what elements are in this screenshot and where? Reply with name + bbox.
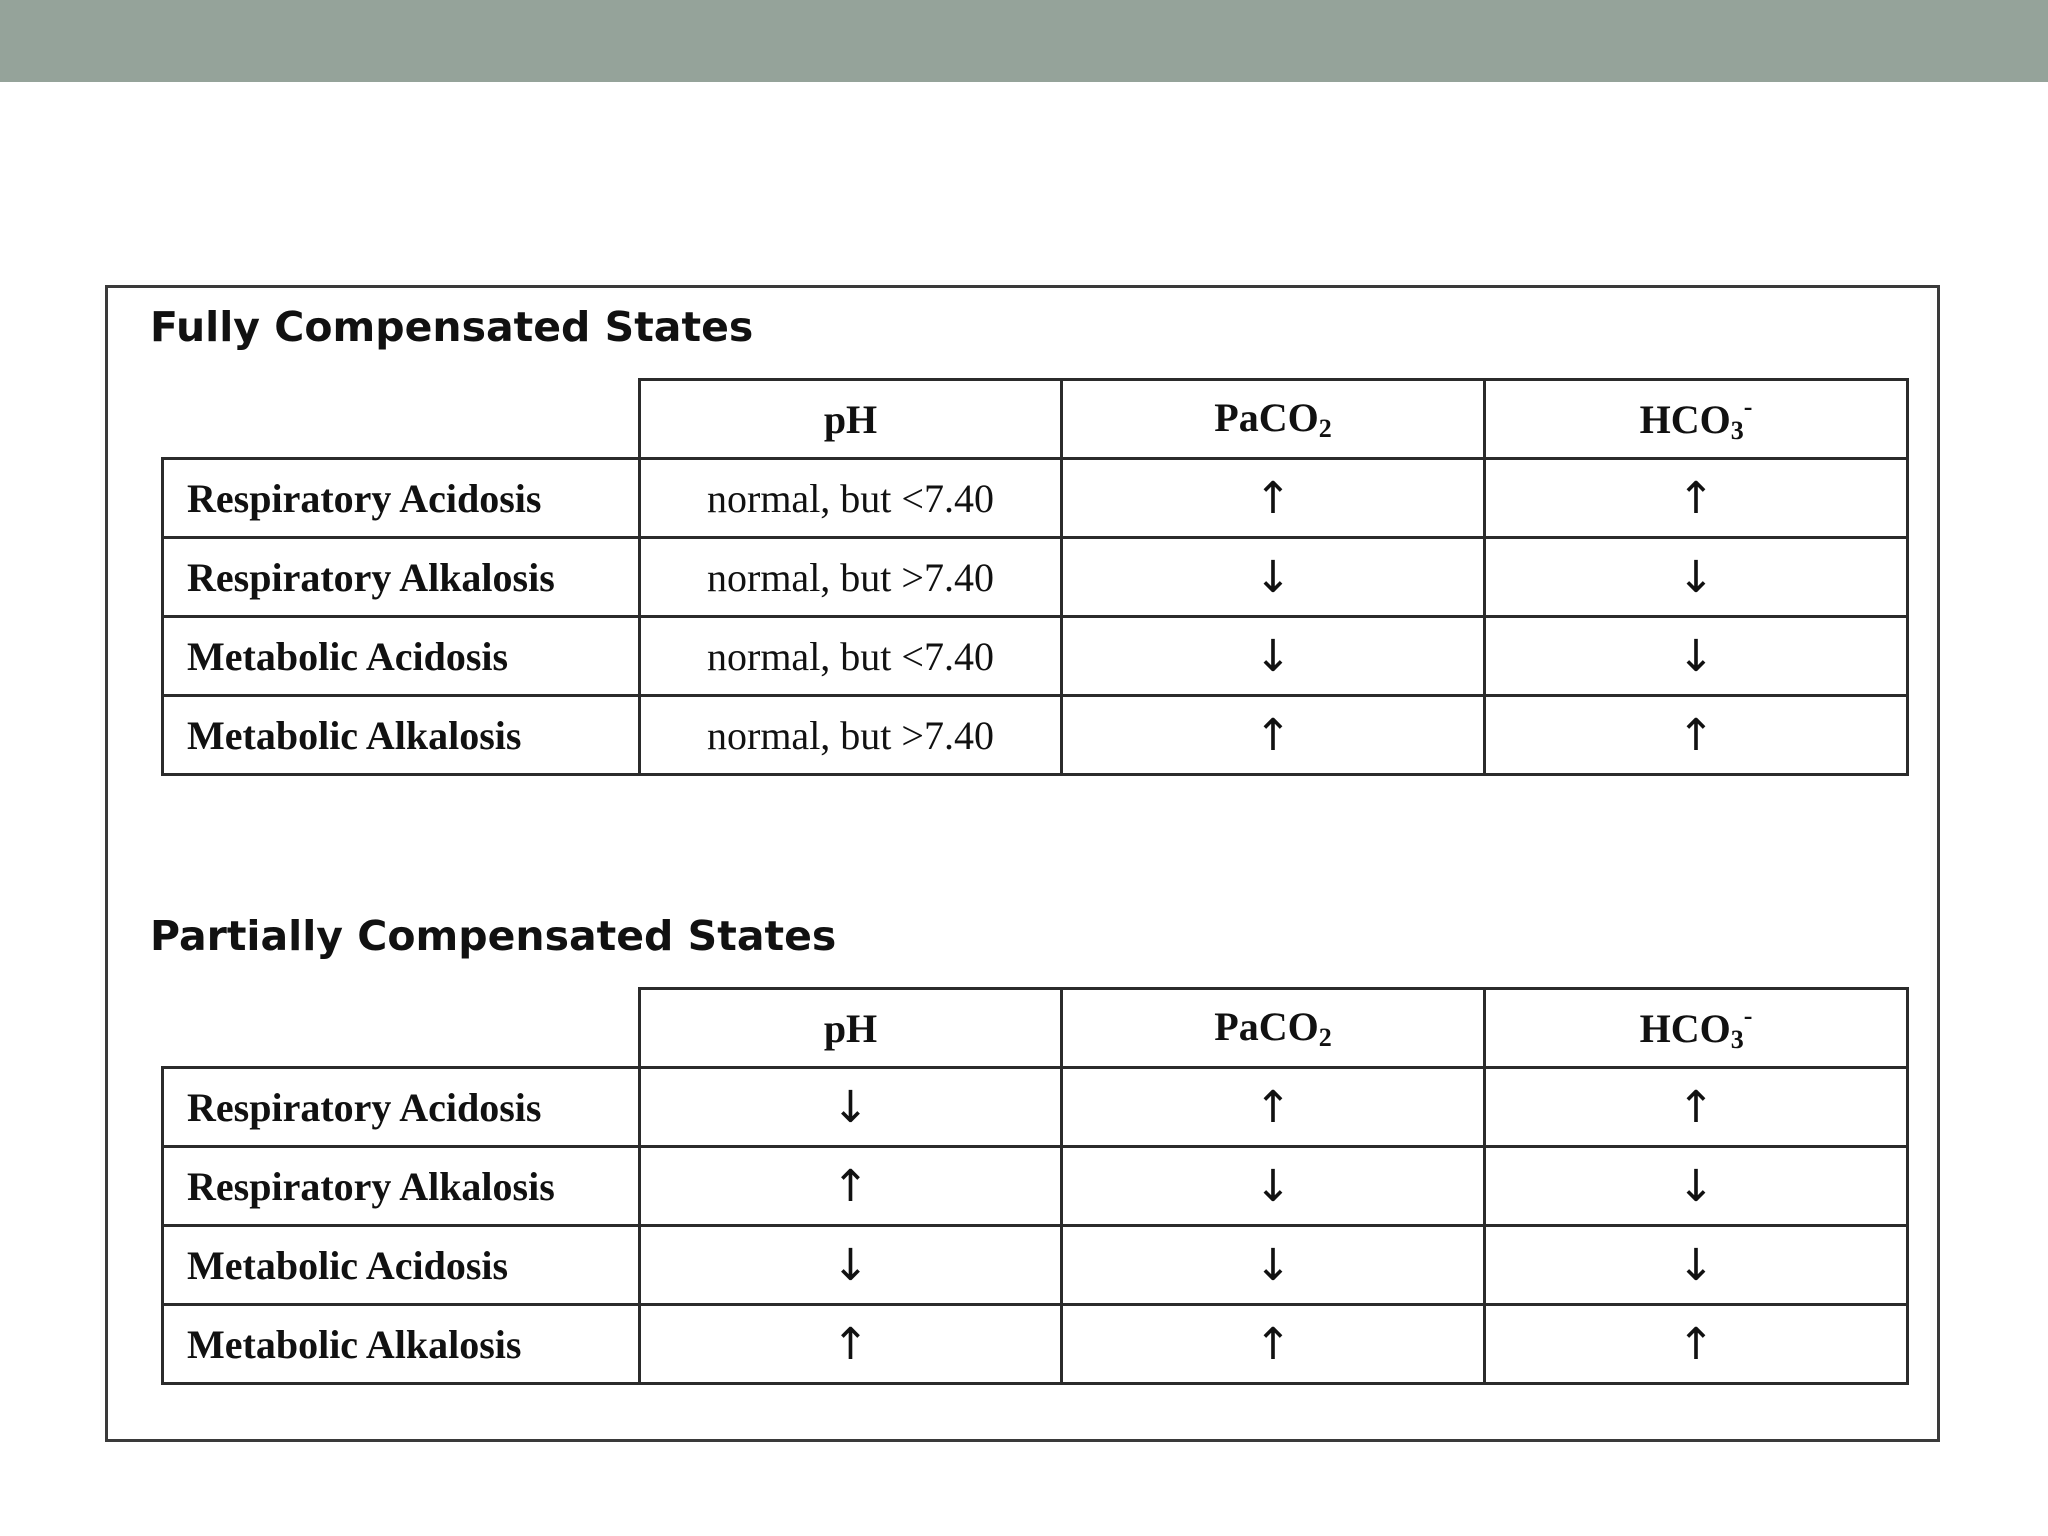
hco3-arrow-icon: ↓ [1485,538,1908,617]
table-row [163,617,1908,696]
hco3-arrow-icon: ↑ [1485,696,1908,775]
ph-arrow-icon: ↑ [640,1147,1062,1226]
table-row [163,459,1908,538]
header-hco3 [1485,380,1908,459]
ph-value: normal, but <7.40 [640,617,1062,696]
ph-arrow-icon: ↑ [640,1305,1062,1384]
state-label: Respiratory Acidosis [163,1068,640,1147]
paco2-arrow-icon: ↑ [1062,1305,1485,1384]
hco3-arrow-icon: ↓ [1485,617,1908,696]
header-hco3 [1485,989,1908,1068]
partially-compensated-title: Partially Compensated States [150,912,837,960]
ph-arrow-icon: ↓ [640,1068,1062,1147]
paco2-arrow-icon: ↓ [1062,1226,1485,1305]
table-row [163,1068,1908,1147]
header-ph: pH [640,380,1062,459]
header-ph: pH [640,989,1062,1068]
paco2-arrow-icon: ↑ [1062,459,1485,538]
header-blank-cell [163,380,640,459]
table-row [163,1226,1908,1305]
ph-value: normal, but >7.40 [640,696,1062,775]
hco3-superscript: - [1743,1001,1753,1030]
state-label: Metabolic Alkalosis [163,696,640,775]
hco3-base: HCO [1639,1006,1731,1051]
fully-compensated-table [161,378,1909,776]
hco3-arrow-icon: ↓ [1485,1226,1908,1305]
header-blank-cell [163,989,640,1068]
paco2-subscript: 2 [1318,1023,1332,1052]
ph-arrow-icon: ↓ [640,1226,1062,1305]
hco3-base: HCO [1639,397,1731,442]
state-label: Metabolic Alkalosis [163,1305,640,1384]
paco2-subscript: 2 [1318,414,1332,443]
paco2-arrow-icon: ↑ [1062,696,1485,775]
header-paco2 [1062,989,1485,1068]
state-label: Metabolic Acidosis [163,617,640,696]
hco3-subscript: 3 [1730,416,1744,445]
hco3-arrow-icon: ↑ [1485,1305,1908,1384]
table-row [163,538,1908,617]
hco3-subscript: 3 [1730,1025,1744,1054]
table-row [163,1147,1908,1226]
state-label: Respiratory Acidosis [163,459,640,538]
top-banner [0,0,2048,82]
paco2-arrow-icon: ↑ [1062,1068,1485,1147]
ph-value: normal, but >7.40 [640,538,1062,617]
table-row [163,1305,1908,1384]
paco2-arrow-icon: ↓ [1062,1147,1485,1226]
header-paco2 [1062,380,1485,459]
hco3-arrow-icon: ↑ [1485,459,1908,538]
table-row [163,696,1908,775]
ph-value: normal, but <7.40 [640,459,1062,538]
state-label: Respiratory Alkalosis [163,1147,640,1226]
partially-compensated-table [161,987,1909,1385]
fully-compensated-title: Fully Compensated States [150,303,754,351]
hco3-arrow-icon: ↑ [1485,1068,1908,1147]
paco2-arrow-icon: ↓ [1062,617,1485,696]
state-label: Metabolic Acidosis [163,1226,640,1305]
state-label: Respiratory Alkalosis [163,538,640,617]
paco2-base: PaCO [1214,395,1319,440]
paco2-base: PaCO [1214,1004,1319,1049]
header-row [163,989,1908,1068]
hco3-superscript: - [1743,392,1753,421]
paco2-arrow-icon: ↓ [1062,538,1485,617]
header-row [163,380,1908,459]
hco3-arrow-icon: ↓ [1485,1147,1908,1226]
